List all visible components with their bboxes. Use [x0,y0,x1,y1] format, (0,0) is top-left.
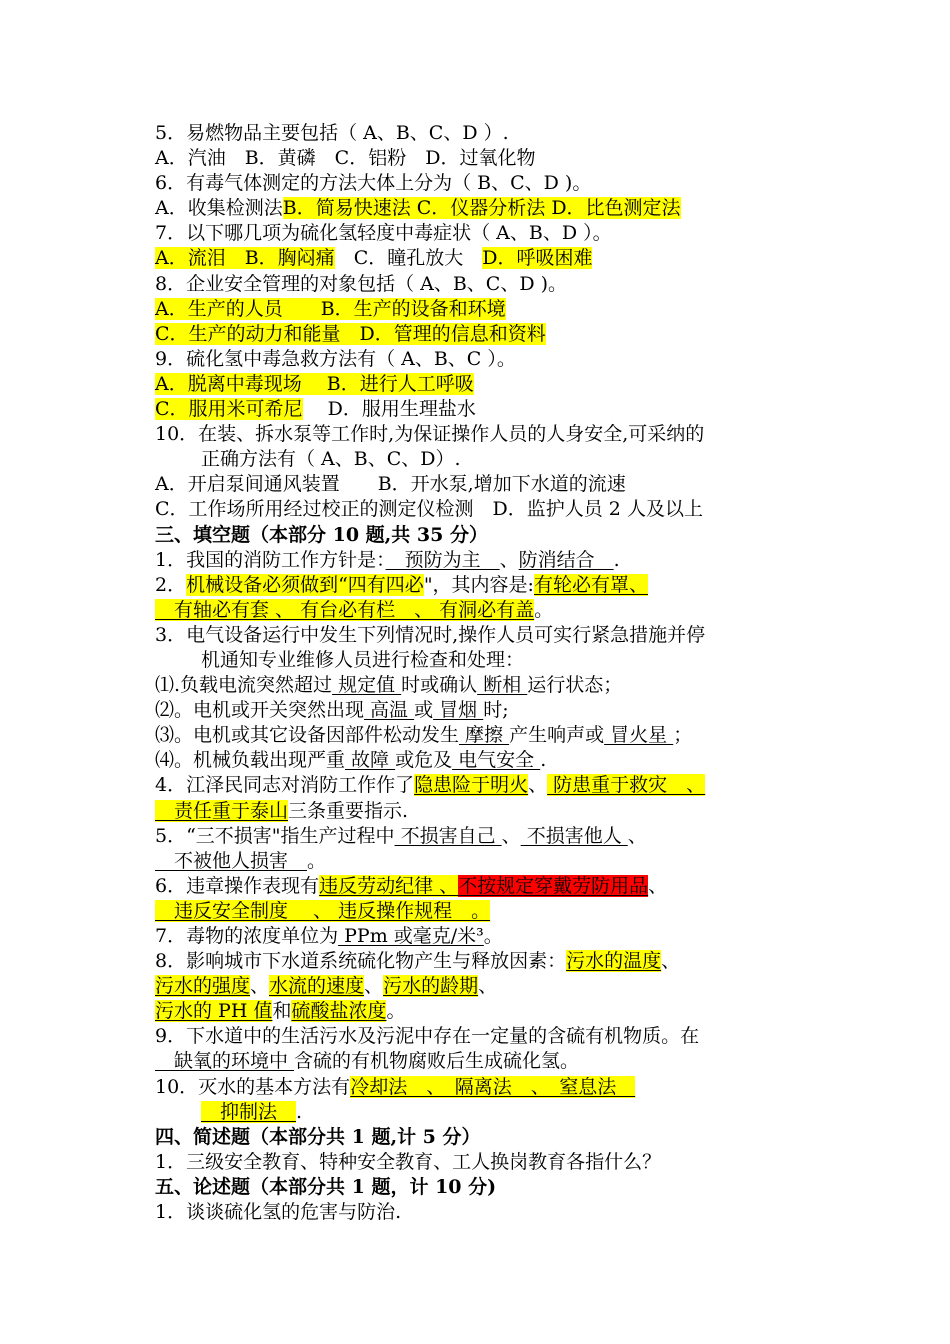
text-span: 运行状态； [527,674,623,697]
marked-text: 有轮必有罩、 [533,573,648,596]
marked-text: 不被他人损害 [155,849,308,872]
text-span: 7．以下哪几项为硫化氢轻度中毒症状（ A、B、D ）。 [155,222,612,245]
text-span: 、 [627,824,647,847]
text-span: 和 [272,1000,292,1023]
marked-text: C．服用米可希尼 [155,398,303,421]
text-span: . [613,548,620,571]
marked-text: 规定值 [332,674,402,697]
text-span: ⑷。机械负载出现严重 [155,749,346,772]
text-line [155,1100,835,1125]
text-span: 。 [534,598,554,621]
marked-text: 摩擦 [459,724,510,747]
marked-text: 防消结合 [518,548,614,571]
text-span: 5．“三不损害"指生产过程中 [155,824,395,847]
marked-text: 不按规定穿戴劳防用品 [458,874,649,897]
text-span: 正确方法有（ A、B、C、D）. [201,448,461,471]
text-span: 8．影响城市下水道系统硫化物产生与释放因素： [155,950,567,973]
marked-text: 机械设备必须做到“四有四必 [186,573,424,596]
section-heading [155,1175,835,1200]
text-span: 三、填空题（本部分 10 题,共 35 分） [155,523,488,546]
text-span: 8．企业安全管理的对象包括（ A、B、C、D )。 [155,272,568,295]
text-span: 或 [414,699,434,722]
text-span: C．工作场所用经过校正的测定仪检测 D．监护人员 2 人及以上 [155,498,703,521]
text-span: 、 [501,824,521,847]
text-span: . [540,749,547,772]
text-line [155,673,835,698]
marked-text: C．生产的动力和能量 D．管理的信息和资料 [155,322,546,345]
text-line [155,497,835,522]
marked-text: A．脱离中毒现场 B．进行人工呼吸 [155,372,474,395]
marked-text: 冒烟 [433,699,484,722]
marked-text: 违反劳动纪律 、 [319,874,459,897]
text-line [155,573,835,598]
text-line [155,472,835,497]
text-line [155,221,835,246]
text-span: 4．江泽民同志对消防工作作了 [155,774,415,797]
text-span: 10．在装、拆水泵等工作时,为保证操作人员的人身安全,可采纳的 [155,423,705,446]
marked-text: 高温 [364,699,415,722]
text-line [155,171,835,196]
text-line [155,723,835,748]
text-span: 6．违章操作表现有 [155,874,320,897]
text-span: 五、论述题（本部分共 1 题，计 10 分) [155,1175,497,1198]
marked-text: 有轴必有套 、 有台必有栏 、 有洞必有盖 [155,598,535,621]
marked-text: 污水的 PH 值 [155,1000,273,1023]
text-line [155,347,835,372]
text-span: 。 [386,1000,406,1023]
text-line [155,196,835,221]
text-line [155,949,835,974]
marked-text: 冒火星 [604,724,674,747]
text-span: 含硫的有机物腐败后生成硫化氢。 [294,1050,580,1073]
text-line [155,824,835,849]
marked-text: 冷却法 、 隔离法 、 窒息法 [350,1075,636,1098]
text-line [155,1075,835,1100]
marked-text: A．生产的人员 B．生产的设备和环境 [155,297,506,320]
text-span: 7．毒物的浓度单位为 [155,925,339,947]
marked-text: D．呼吸困难 [482,247,593,270]
text-line [155,623,835,648]
marked-text: 污水的强度 [155,975,251,998]
marked-text: 污水的龄期 [383,975,479,998]
marked-text: 污水的温度 [566,950,662,973]
text-line [155,322,835,347]
text-span: 2． [155,573,187,596]
text-span: ⑶。电机或其它设备因部件松动发生 [155,724,460,747]
section-heading [155,1125,835,1150]
marked-text: 不损害他人 [520,824,628,847]
text-span: 、 [661,950,681,973]
text-line [155,1150,835,1175]
text-span: 。 [307,849,327,872]
marked-text: 缺氧的环境中 [155,1050,295,1073]
text-span: ⑵。电机或开关突然出现 [155,699,365,722]
marked-text: 水流的速度 [269,975,365,998]
text-span: D．服用生理盐水 [302,398,476,421]
marked-text: 故障 [345,749,396,772]
marked-text: 责任重于泰山 [155,799,289,822]
text-line [155,698,835,723]
text-line [155,146,835,171]
text-line [155,422,835,447]
text-span: ； [673,724,693,747]
text-span: 或危及 [395,749,453,772]
marked-text: B．简易快速法 C．仪器分析法 D．比色测定法 [282,197,681,220]
marked-text: 隐患险于明火 [414,774,529,797]
text-span: 四、简述题（本部分共 1 题,计 5 分） [155,1125,481,1148]
text-line [155,1024,835,1049]
text-line [155,548,835,573]
text-span: 时; [483,699,509,722]
text-line [155,1200,835,1225]
text-span: 1．谈谈硫化氢的危害与防治. [155,1201,402,1224]
text-span: 三条重要指示. [288,799,409,822]
text-span: A．汽油 B．黄磷 C．铝粉 D．过氧化物 [155,147,536,170]
text-line [155,849,835,874]
text-line [155,874,835,899]
text-span: 1．三级安全教育、特种安全教育、工人换岗教育各指什么？ [155,1150,662,1173]
text-span: . [296,1100,303,1123]
text-line [155,799,835,824]
text-line [155,297,835,322]
marked-text: A．流泪 B．胸闷痛 [155,247,335,270]
text-span: 9．下水道中的生活污水及污泥中存在一定量的含硫有机物质。在 [155,1025,700,1048]
text-span: 、 [648,874,668,897]
text-span: 产生响声或 [509,724,605,747]
text-span: ⑴.负载电流突然超过 [155,674,333,697]
marked-text: 违反安全制度 、 违反操作规程 。 [155,899,491,922]
marked-text: PPm 或毫克/米³ [338,925,484,947]
text-span: C．瞳孔放大 [334,247,483,270]
text-span: 时或确认 [401,674,478,697]
text-line [155,899,835,924]
text-span: 、 [250,975,270,998]
text-span: 、 [528,774,548,797]
text-line [155,121,835,146]
marked-text: 硫酸盐浓度 [291,1000,387,1023]
text-line [155,748,835,773]
document-body [155,121,835,1225]
text-span: "，其内容是: [423,573,534,596]
text-line [155,447,835,472]
text-line [155,924,835,949]
marked-text: 预防为主 [385,548,500,571]
text-span: 10．灭水的基本方法有 [155,1075,351,1098]
text-line [155,974,835,999]
text-span: 机通知专业维修人员进行检查和处理： [201,648,525,671]
text-span: A．开启泵间通风装置 B．开水泵,增加下水道的流速 [155,473,626,496]
text-span: 、 [499,548,519,571]
text-span: A．收集检测法 [155,197,283,220]
text-line [155,397,835,422]
section-heading [155,523,835,548]
text-span: 6．有毒气体测定的方法大体上分为（ B、C、D )。 [155,172,592,195]
marked-text: 抑制法 [201,1100,297,1123]
text-span: 3．电气设备运行中发生下列情况时,操作人员可实行紧急措施并停 [155,623,706,646]
text-span: 1．我国的消防工作方针是： [155,548,386,571]
marked-text: 电气安全 [452,749,541,772]
text-line [155,773,835,798]
text-line [155,598,835,623]
text-line [155,246,835,271]
text-span: 9．硫化氢中毒急救方法有（ A、B、C ）。 [155,347,516,370]
text-line [155,372,835,397]
text-span: 。 [483,925,503,947]
text-line [155,999,835,1024]
marked-text: 防患重于救灾 、 [547,774,706,797]
text-line [155,648,835,673]
text-span: 、 [478,975,498,998]
text-line [155,272,835,297]
text-span: 5．易燃物品主要包括（ A、B、C、D ）. [155,122,509,144]
text-line [155,1049,835,1074]
marked-text: 不损害自己 [394,824,502,847]
marked-text: 断相 [477,674,528,697]
text-span: 、 [364,975,384,998]
